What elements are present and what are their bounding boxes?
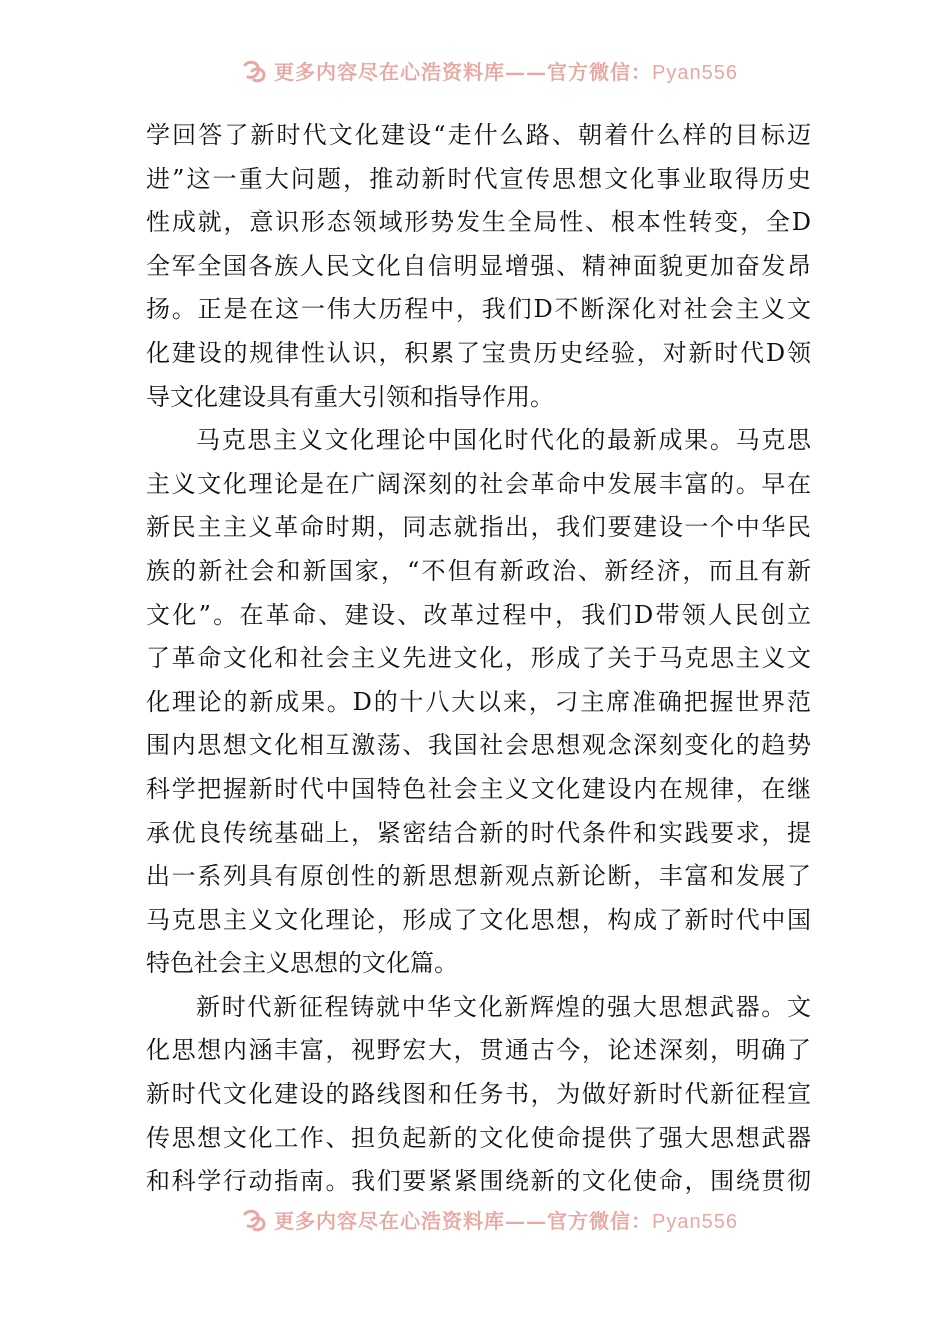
text-line: 传思想文化工作、担负起新的文化使命提供了强大思想武器: [146, 1123, 811, 1152]
paragraph-heading-line: 马克思主义文化理论中国化时代化的最新成果。马克思: [196, 426, 811, 455]
footer-watermark-banner: [0, 1205, 950, 1233]
text-line: 新时代文化建设的路线图和任务书，为做好新时代新征程宣: [146, 1080, 811, 1109]
text-line: 围内思想文化相互激荡、我国社会思想观念深刻变化的趋势: [146, 731, 811, 760]
brand-logo-icon: [242, 59, 268, 83]
header-watermark-id: Pyan556: [652, 62, 738, 84]
text-line: 出一系列具有原创性的新思想新观点新论断，丰富和发展了: [146, 862, 811, 891]
text-line: 性成就，意识形态领域形势发生全局性、根本性转变，全D: [146, 208, 811, 237]
text-line: 进”这一重大问题，推动新时代宣传思想文化事业取得历史: [146, 164, 811, 193]
text-line: 全军全国各族人民文化自信明显增强、精神面貌更加奋发昂: [146, 251, 811, 280]
text-line: 化建设的规律性认识，积累了宝贵历史经验，对新时代D领: [146, 338, 811, 367]
header-watermark-banner: [0, 56, 950, 84]
footer-watermark-id: Pyan556: [652, 1211, 738, 1233]
text-line: 族的新社会和新国家，“不但有新政治、新经济，而且有新: [146, 556, 811, 585]
text-line: 特色社会主义思想的文化篇。: [146, 949, 458, 978]
text-line: 化理论的新成果。D的十八大以来，刁主席准确把握世界范: [146, 687, 811, 716]
footer-watermark-text: 更多内容尽在心浩资料库——官方微信：Pyan556: [274, 1209, 738, 1233]
text-line: 马克思主义文化理论，形成了文化思想，构成了新时代中国: [146, 905, 811, 934]
text-line: 承优良传统基础上，紧密结合新的时代条件和实践要求，提: [146, 818, 811, 847]
header-watermark-text: 更多内容尽在心浩资料库——官方微信：Pyan556: [274, 60, 738, 84]
text-line: 扬。正是在这一伟大历程中，我们D不断深化对社会主义文: [146, 295, 811, 324]
text-line: 文化”。在革命、建设、改革过程中，我们D带领人民创立: [146, 600, 811, 629]
text-line: 主义文化理论是在广阔深刻的社会革命中发展丰富的。早在: [146, 469, 811, 498]
paragraph-heading-line: 新时代新征程铸就中华文化新辉煌的强大思想武器。文: [196, 992, 811, 1021]
text-line: 科学把握新时代中国特色社会主义文化建设内在规律，在继: [146, 774, 811, 803]
text-line: 了革命文化和社会主义先进文化，形成了关于马克思主义文: [146, 644, 811, 673]
text-line: 学回答了新时代文化建设“走什么路、朝着什么样的目标迈: [146, 121, 811, 149]
text-line: 导文化建设具有重大引领和指导作用。: [146, 382, 554, 411]
brand-logo-icon: [242, 1208, 268, 1232]
body-text: [146, 114, 811, 1204]
text-line: 化思想内涵丰富，视野宏大，贯通古今，论述深刻，明确了: [146, 1036, 811, 1065]
text-line: 和科学行动指南。我们要紧紧围绕新的文化使命，围绕贯彻: [146, 1167, 811, 1196]
text-line: 新民主主义革命时期，同志就指出，我们要建设一个中华民: [146, 513, 811, 542]
